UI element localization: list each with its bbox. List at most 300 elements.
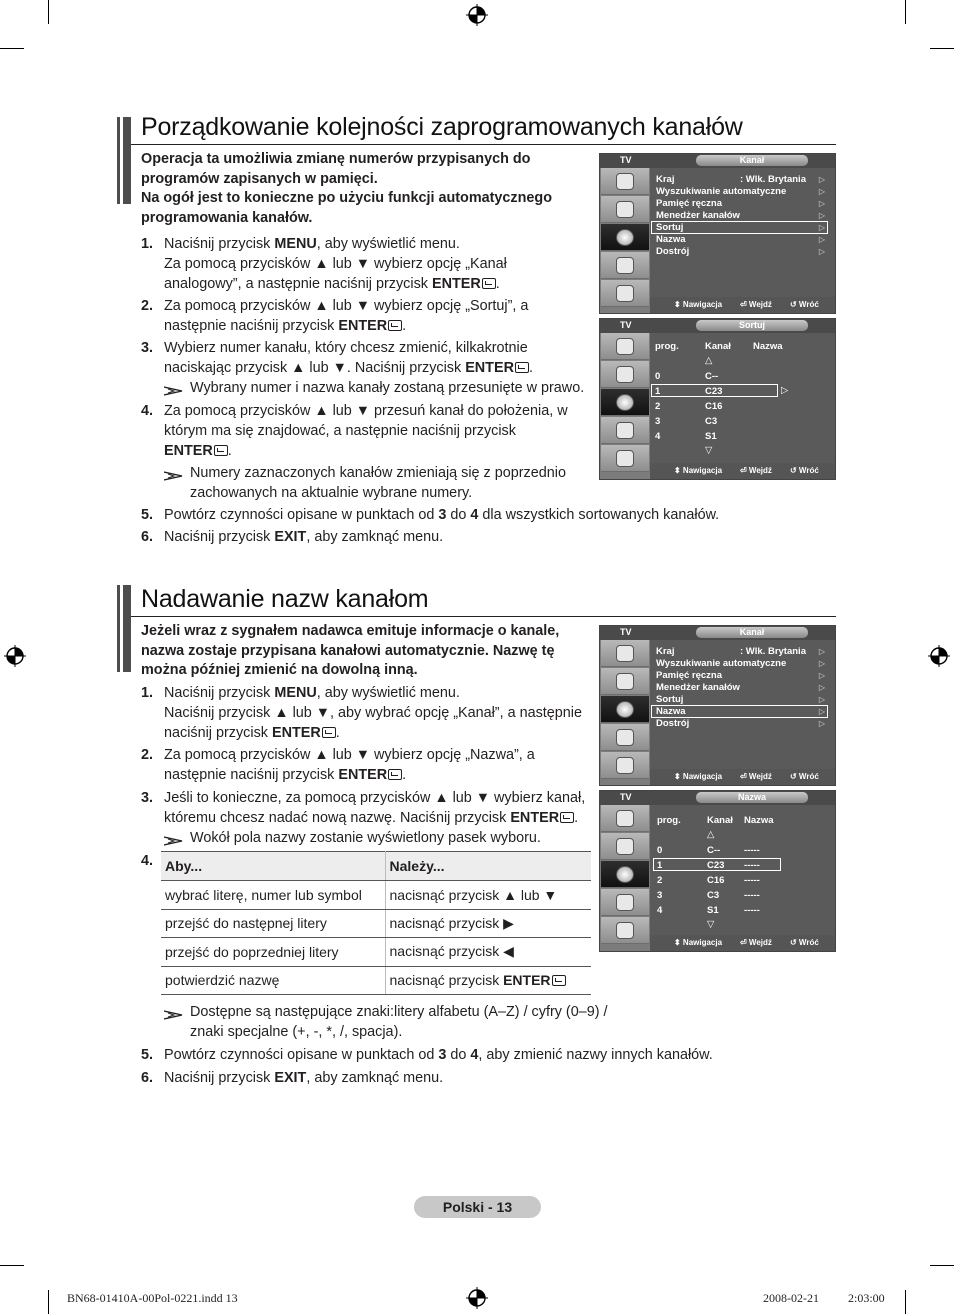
section-rule (131, 616, 836, 617)
osd-menu-kanal (599, 153, 836, 314)
scroll-up-icon: △ (705, 355, 713, 366)
osd-title-bar (600, 626, 835, 640)
key-label: ENTER (465, 360, 514, 376)
icon-glyph (616, 894, 634, 911)
osd-source-label: TV (620, 627, 632, 637)
step-text: Naciśnij przycisk (164, 529, 275, 545)
key-label: EXIT (274, 529, 307, 545)
step-text: , aby zmienić nazwy innych kanałów. (478, 1047, 713, 1063)
enter-icon (560, 812, 574, 823)
arrow-right-icon: ▷ (818, 683, 825, 692)
channel-icon (601, 861, 649, 888)
icon-glyph (616, 838, 634, 855)
osd-footer-enter: ⏎ Wejdź (740, 466, 772, 475)
key-label: EXIT (274, 1070, 307, 1086)
osd-selection-highlight (651, 221, 828, 234)
enter-icon (515, 362, 529, 373)
osd-table-cell: 3 (657, 890, 663, 901)
osd-footer-enter: ⏎ Wejdź (740, 938, 772, 947)
osd-menu-item: Menedżer kanałów (656, 210, 740, 221)
step-text: . (528, 360, 533, 376)
step-text: . (574, 810, 579, 826)
osd-table-cell: C3 (707, 890, 720, 901)
step-line (164, 421, 568, 441)
section-bar (117, 117, 131, 204)
osd-menu-sortuj (599, 318, 836, 480)
intro-line: programowania kanałów. (141, 209, 313, 226)
picture-icon (601, 168, 649, 195)
osd-column-header: Nazwa (753, 341, 783, 352)
crop-mark (0, 48, 24, 49)
step-number: 4. (141, 403, 154, 419)
osd-menu-item: Wyszukiwanie automatyczne (656, 186, 787, 197)
note-arrow-icon (164, 832, 184, 852)
osd-icon-column (600, 333, 650, 479)
step-body (164, 745, 535, 785)
enter-icon (552, 975, 566, 986)
osd-footer (650, 935, 835, 951)
key-label: ENTER (431, 276, 481, 292)
osd-column-header: Kanał (705, 341, 731, 352)
osd-table-cell: 0 (657, 845, 663, 856)
arrow-right-icon: ▷ (818, 659, 825, 668)
key-label: 4 (470, 1047, 479, 1063)
step-text: Powtórz czynności opisane w punktach od (164, 1047, 439, 1063)
scroll-down-icon: ▽ (705, 445, 713, 456)
osd-table-cell: 2 (655, 401, 661, 412)
note-body (190, 378, 584, 398)
osd-footer (650, 297, 835, 313)
step-body (164, 505, 719, 525)
arrow-right-icon: ▷ (818, 199, 825, 208)
osd-icon-column (600, 168, 650, 313)
osd-table-cell: 2 (657, 875, 663, 886)
icon-glyph (616, 810, 634, 827)
osd-table-cell: 4 (657, 905, 663, 916)
osd-menu-item: Nazwa (656, 234, 686, 245)
arrow-right-icon: ▷ (818, 223, 825, 232)
input-icon (601, 917, 649, 944)
crop-mark (0, 1265, 24, 1266)
intro-line: Operacja ta umożliwia zmianę numerów przypisanych do (141, 151, 531, 167)
osd-selection-highlight (651, 705, 828, 718)
note-arrow-icon (164, 467, 184, 487)
step-line (164, 527, 443, 547)
osd-country-value: : Wlk. Brytania (740, 646, 806, 657)
step-text: Powtórz czynności opisane w punktach od (164, 507, 439, 523)
enter-icon (388, 320, 402, 331)
step-line (164, 1045, 713, 1065)
step-text: Za pomocą przycisków ▲ lub ▼ przesuń kanał do położenia, w (164, 403, 568, 419)
intro-line: nazwa zostaje przypisana kanałowi automatycznie. Nazwę tę (141, 642, 555, 659)
step-text: Naciśnij przycisk ▲ lub ▼, aby wybrać opcję „Kanał”, a następnie (164, 705, 583, 721)
print-date: 2008-02-21 (763, 1291, 819, 1305)
step-body (164, 234, 507, 294)
osd-footer-nav: ⬍ Nawigacja (674, 300, 723, 309)
step-text: Naciśnij przycisk (164, 1070, 275, 1086)
key-label: ENTER (338, 318, 388, 334)
step-text: . (402, 318, 407, 334)
osd-table-cell: 3 (655, 416, 661, 427)
note-arrow-icon (164, 1006, 184, 1026)
step-body (164, 401, 568, 461)
intro-line: programów zapisanych w pamięci. (141, 170, 378, 187)
osd-table-cell: 1 (657, 860, 663, 871)
character-table (161, 851, 591, 995)
crop-mark (905, 1290, 906, 1314)
table-header: Aby... (161, 852, 385, 881)
table-cell: przejść do poprzedniej litery (161, 938, 385, 967)
osd-table-cell: ----- (744, 905, 760, 916)
step-text: naciśnij przycisk (164, 725, 272, 741)
arrow-right-icon: ▷ (781, 385, 789, 396)
osd-footer (650, 769, 835, 785)
page-number-badge: Polski - 13 (414, 1196, 541, 1218)
scroll-down-icon: ▽ (707, 919, 715, 930)
step-line (164, 808, 585, 828)
osd-footer-back: ↺ Wróć (790, 300, 819, 309)
step-line (164, 745, 535, 765)
step-text: Jeśli to konieczne, za pomocą przycisków ▲ lub ▼ wybierz kanał, (164, 790, 586, 806)
intro-line: Jeżeli wraz z sygnałem nadawca emituje informacje o kanale, (141, 623, 560, 639)
step-number: 2. (141, 747, 154, 763)
osd-menu-item: Pamięć ręczna (656, 670, 723, 681)
step-line (164, 765, 535, 785)
step-text: następnie naciśnij przycisk (164, 767, 339, 783)
osd-table-cell: C-- (705, 371, 719, 382)
osd-column-header: Kanał (707, 815, 733, 826)
icon-glyph (616, 201, 634, 218)
enter-icon (388, 769, 402, 780)
step-text: następnie naciśnij przycisk (164, 318, 339, 334)
step-number: 6. (141, 1070, 154, 1086)
arrow-right-icon: ▷ (818, 671, 825, 680)
step-number: 6. (141, 529, 154, 545)
section-title: Porządkowanie kolejności zaprogramowanych kanałów (141, 113, 743, 141)
table-row (161, 881, 591, 910)
icon-glyph (616, 366, 634, 383)
scroll-up-icon: △ (707, 829, 715, 840)
step-text: analogowy”, a następnie naciśnij przycisk (164, 276, 432, 292)
table-cell: potwierdzić nazwę (161, 966, 385, 995)
osd-source-label: TV (620, 792, 632, 802)
osd-table-cell: ----- (744, 890, 760, 901)
key-label: ENTER (164, 443, 213, 459)
osd-column-header: prog. (655, 341, 679, 352)
table-cell (385, 966, 591, 995)
osd-menu-item: Wyszukiwanie automatyczne (656, 658, 787, 669)
key-label: 3 (438, 1047, 447, 1063)
osd-menu-item: Dostrój (656, 718, 690, 729)
note-arrow-icon (164, 382, 184, 402)
osd-footer-nav: ⬍ Nawigacja (674, 938, 723, 947)
step-body (164, 338, 533, 378)
arrow-right-icon: ▷ (818, 695, 825, 704)
note-body (190, 828, 541, 848)
osd-footer-back: ↺ Wróć (790, 772, 819, 781)
step-body (164, 788, 585, 828)
icon-glyph (616, 338, 634, 355)
osd-menu-item: Sortuj (656, 222, 684, 233)
registration-mark-icon (466, 4, 488, 26)
osd-footer-enter: ⏎ Wejdź (740, 772, 772, 781)
input-icon (601, 280, 649, 307)
osd-table-cell: 4 (655, 431, 661, 442)
osd-menu-item: Pamięć ręczna (656, 198, 723, 209)
osd-menu-title: Kanał (696, 627, 808, 638)
step-number: 5. (141, 1047, 154, 1063)
osd-table-cell: ----- (744, 875, 760, 886)
osd-table-cell: 0 (655, 371, 661, 382)
sound-icon (601, 196, 649, 223)
table-row (161, 938, 591, 967)
osd-menu-item: Menedżer kanałów (656, 682, 740, 693)
crop-mark (930, 48, 954, 49)
enter-icon (214, 445, 228, 456)
sound-icon (601, 833, 649, 860)
registration-mark-icon (4, 645, 26, 667)
step-text: . (335, 725, 340, 741)
step-line (164, 274, 507, 294)
step-line (164, 505, 719, 525)
step-text: naciskając przycisk ▲ lub ▼. Naciśnij przycisk (164, 360, 466, 376)
osd-menu-item: Sortuj (656, 694, 684, 705)
registration-mark-icon (928, 645, 950, 667)
arrow-right-icon: ▷ (818, 211, 825, 220)
enter-icon (482, 278, 496, 289)
osd-icon-column (600, 805, 650, 951)
icon-glyph (616, 394, 634, 411)
step-text: Za pomocą przycisków ▲ lub ▼ wybierz opcję „Sortuj”, a (164, 298, 529, 314)
icon-glyph (616, 922, 634, 939)
osd-table-cell: C16 (705, 401, 723, 412)
step-number: 3. (141, 790, 154, 806)
icon-glyph (616, 257, 634, 274)
setup-icon (601, 889, 649, 916)
crop-mark (930, 1265, 954, 1266)
icon-glyph (616, 173, 634, 190)
osd-footer-nav: ⬍ Nawigacja (674, 466, 723, 475)
table-cell: przejść do następnej litery (161, 909, 385, 938)
table-header-row (161, 852, 591, 881)
step-line (164, 401, 568, 421)
osd-title-bar (600, 154, 835, 168)
osd-menu-kanal-nazwa (599, 625, 836, 786)
note-line: Numery zaznaczonych kanałów zmieniają się z poprzednio (190, 465, 566, 481)
key-label: MENU (274, 685, 317, 701)
channel-icon (601, 696, 649, 723)
enter-icon (322, 727, 336, 738)
osd-icon-column (600, 640, 650, 785)
step-line (164, 703, 582, 723)
icon-glyph (616, 673, 634, 690)
key-label: MENU (274, 236, 317, 252)
step-line (164, 358, 533, 378)
key-label: ENTER (338, 767, 388, 783)
step-line (164, 296, 528, 316)
step-number: 1. (141, 685, 154, 701)
step-line (164, 788, 585, 808)
channel-icon (601, 224, 649, 251)
step-line (164, 683, 582, 703)
step-text: Naciśnij przycisk (164, 685, 275, 701)
key-label: ENTER (271, 725, 321, 741)
crop-mark (48, 1290, 49, 1314)
osd-selection-highlight (651, 384, 778, 397)
step-line (164, 1068, 443, 1088)
step-text: do (446, 507, 471, 523)
icon-glyph (616, 422, 634, 439)
note-line: zachowanych na aktualnie wybrane numery. (190, 485, 473, 501)
step-text: . (402, 767, 407, 783)
sound-icon (601, 668, 649, 695)
note-line: Wokół pola nazwy zostanie wyświetlony pasek wyboru. (190, 830, 541, 846)
step-body (164, 683, 582, 743)
table-row (161, 966, 591, 995)
step-number: 3. (141, 340, 154, 356)
step-body (164, 1045, 713, 1065)
icon-glyph (616, 866, 634, 883)
osd-footer-back: ↺ Wróć (790, 938, 819, 947)
osd-menu-title: Nazwa (696, 792, 808, 803)
picture-icon (601, 333, 649, 360)
table-cell: nacisnąć przycisk ▲ lub ▼ (385, 881, 591, 910)
osd-table-cell: ----- (744, 860, 760, 871)
step-body (164, 1068, 443, 1088)
osd-country-value: : Wlk. Brytania (740, 174, 806, 185)
step-line (164, 441, 568, 461)
step-line (164, 234, 507, 254)
icon-glyph (616, 645, 634, 662)
picture-icon (601, 805, 649, 832)
crop-mark (905, 0, 906, 24)
input-icon (601, 445, 649, 472)
osd-table-cell: S1 (707, 905, 719, 916)
step-body (164, 296, 528, 336)
arrow-right-icon: ▷ (818, 719, 825, 728)
arrow-right-icon: ▷ (818, 247, 825, 256)
osd-column-header: Nazwa (744, 815, 774, 826)
note-body (190, 463, 566, 503)
step-number: 4. (141, 853, 154, 869)
step-number: 1. (141, 236, 154, 252)
icon-glyph (616, 729, 634, 746)
osd-table-cell: S1 (705, 431, 717, 442)
icon-glyph (616, 701, 634, 718)
osd-footer (650, 463, 835, 479)
enter-key-label: ENTER (503, 972, 551, 989)
section-bar (117, 585, 131, 672)
osd-table-cell: C23 (707, 860, 725, 871)
step-text: . (227, 443, 232, 459)
step-text: , aby zamknąć menu. (306, 529, 444, 545)
table-cell: wybrać literę, numer lub symbol (161, 881, 385, 910)
step-number: 5. (141, 507, 154, 523)
arrow-right-icon: ▷ (818, 235, 825, 244)
setup-icon (601, 252, 649, 279)
osd-menu-title: Sortuj (696, 320, 808, 331)
table-row (161, 909, 591, 938)
osd-table-cell: ----- (744, 845, 760, 856)
key-label: 4 (470, 507, 479, 523)
step-text: . (495, 276, 500, 292)
step-text: Za pomocą przycisków ▲ lub ▼ wybierz opcję „Kanał (164, 256, 507, 272)
note-line: Wybrany numer i nazwa kanały zostaną przesunięte w prawo. (190, 380, 585, 396)
osd-menu-item: Kraj (656, 646, 675, 657)
note-body (190, 1002, 608, 1042)
osd-title-bar (600, 319, 835, 333)
crop-mark (48, 0, 49, 24)
sound-icon (601, 361, 649, 388)
registration-mark-icon (466, 1287, 488, 1309)
step-text: któremu chcesz nadać nową nazwę. Naciśnij przycisk (164, 810, 511, 826)
step-body (164, 527, 443, 547)
step-line (164, 316, 528, 336)
note-line: znaki specjalne (+, -, *, /, spacja). (190, 1024, 403, 1040)
input-icon (601, 752, 649, 779)
icon-glyph (616, 757, 634, 774)
icon-glyph (616, 285, 634, 302)
section-intro (141, 622, 596, 681)
osd-table-cell: C3 (705, 416, 718, 427)
intro-line: można później zmienić na dowolną inną. (141, 662, 418, 678)
osd-source-label: TV (620, 320, 632, 330)
setup-icon (601, 417, 649, 444)
step-line (164, 254, 507, 274)
osd-table-cell: C-- (707, 845, 721, 856)
osd-footer-back: ↺ Wróć (790, 466, 819, 475)
channel-icon (601, 389, 649, 416)
arrow-right-icon: ▷ (818, 187, 825, 196)
key-label: ENTER (510, 810, 560, 826)
key-label: 3 (438, 507, 447, 523)
osd-column-header: prog. (657, 815, 681, 826)
osd-table-cell: C23 (705, 386, 723, 397)
osd-menu-item: Nazwa (656, 706, 686, 717)
print-file-name: BN68-01410A-00Pol-0221.indd 13 (67, 1291, 238, 1305)
arrow-right-icon: ▷ (818, 175, 825, 184)
step-number: 2. (141, 298, 154, 314)
step-text: , aby wyświetlić menu. (316, 236, 460, 252)
table-header: Należy... (385, 852, 591, 881)
picture-icon (601, 640, 649, 667)
arrow-right-icon: ▷ (818, 707, 825, 716)
step-text: dla wszystkich sortowanych kanałów. (478, 507, 720, 523)
note-line: Dostępne są następujące znaki:litery alfabetu (A–Z) / cyfry (0–9) / (190, 1004, 608, 1020)
section-intro (141, 150, 596, 228)
step-text: Wybierz numer kanału, który chcesz zmienić, kilkakrotnie (164, 340, 528, 356)
osd-footer-enter: ⏎ Wejdź (740, 300, 772, 309)
table-cell-text: nacisnąć przycisk (389, 972, 504, 989)
osd-menu-title: Kanał (696, 155, 808, 166)
arrow-right-icon: ▷ (818, 647, 825, 656)
step-line (164, 338, 533, 358)
intro-line: Na ogół jest to konieczne po użyciu funkcji automatycznego (141, 190, 552, 206)
osd-menu-item: Dostrój (656, 246, 690, 257)
step-text: Za pomocą przycisków ▲ lub ▼ wybierz opcję „Nazwa”, a (164, 747, 535, 763)
osd-selection-highlight (653, 858, 781, 871)
setup-icon (601, 724, 649, 751)
osd-menu-nazwa (599, 790, 836, 952)
table-cell: nacisnąć przycisk ▶ (385, 909, 591, 938)
step-line (164, 723, 582, 743)
osd-table-cell: 1 (655, 386, 661, 397)
section-title: Nadawanie nazw kanałom (141, 585, 429, 613)
icon-glyph (616, 450, 634, 467)
step-text: , aby wyświetlić menu. (316, 685, 460, 701)
osd-footer-nav: ⬍ Nawigacja (674, 772, 723, 781)
step-text: , aby zamknąć menu. (306, 1070, 444, 1086)
